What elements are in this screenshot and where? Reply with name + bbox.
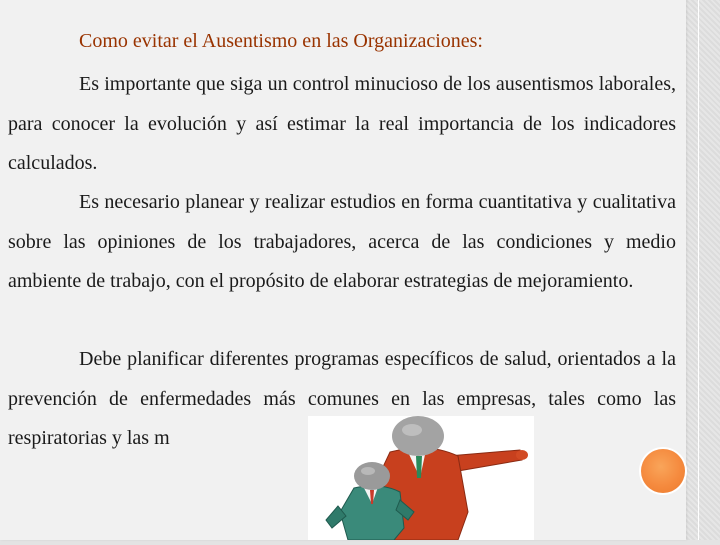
paragraph-2: Es necesario planear y realizar estudios en forma cuantitativa y cualitativa sobre las opiniones de los trabajadores, acerca de las condiciones y medio ambiente de trabajo, con el propósito de elaborar estrategias de mejoramiento.: [8, 191, 676, 292]
paragraph-3: Debe planificar diferentes programas específicos de salud, orientados a la prevención de enfermedades más comunes en las empresas, tales como las respiratorias y las m: [8, 348, 676, 449]
decorative-rule: [698, 0, 699, 540]
slide-title: Como evitar el Ausentismo en las Organizaciones:: [79, 30, 483, 52]
business-figures-illustration: [308, 416, 534, 540]
orange-circle-icon: [641, 449, 685, 493]
paragraph-1: Es importante que siga un control minucioso de los ausentismos laborales, para conocer la evolución y así estimar la real importancia de los indicadores calculados.: [8, 73, 676, 174]
business-figures-svg: [308, 416, 534, 540]
